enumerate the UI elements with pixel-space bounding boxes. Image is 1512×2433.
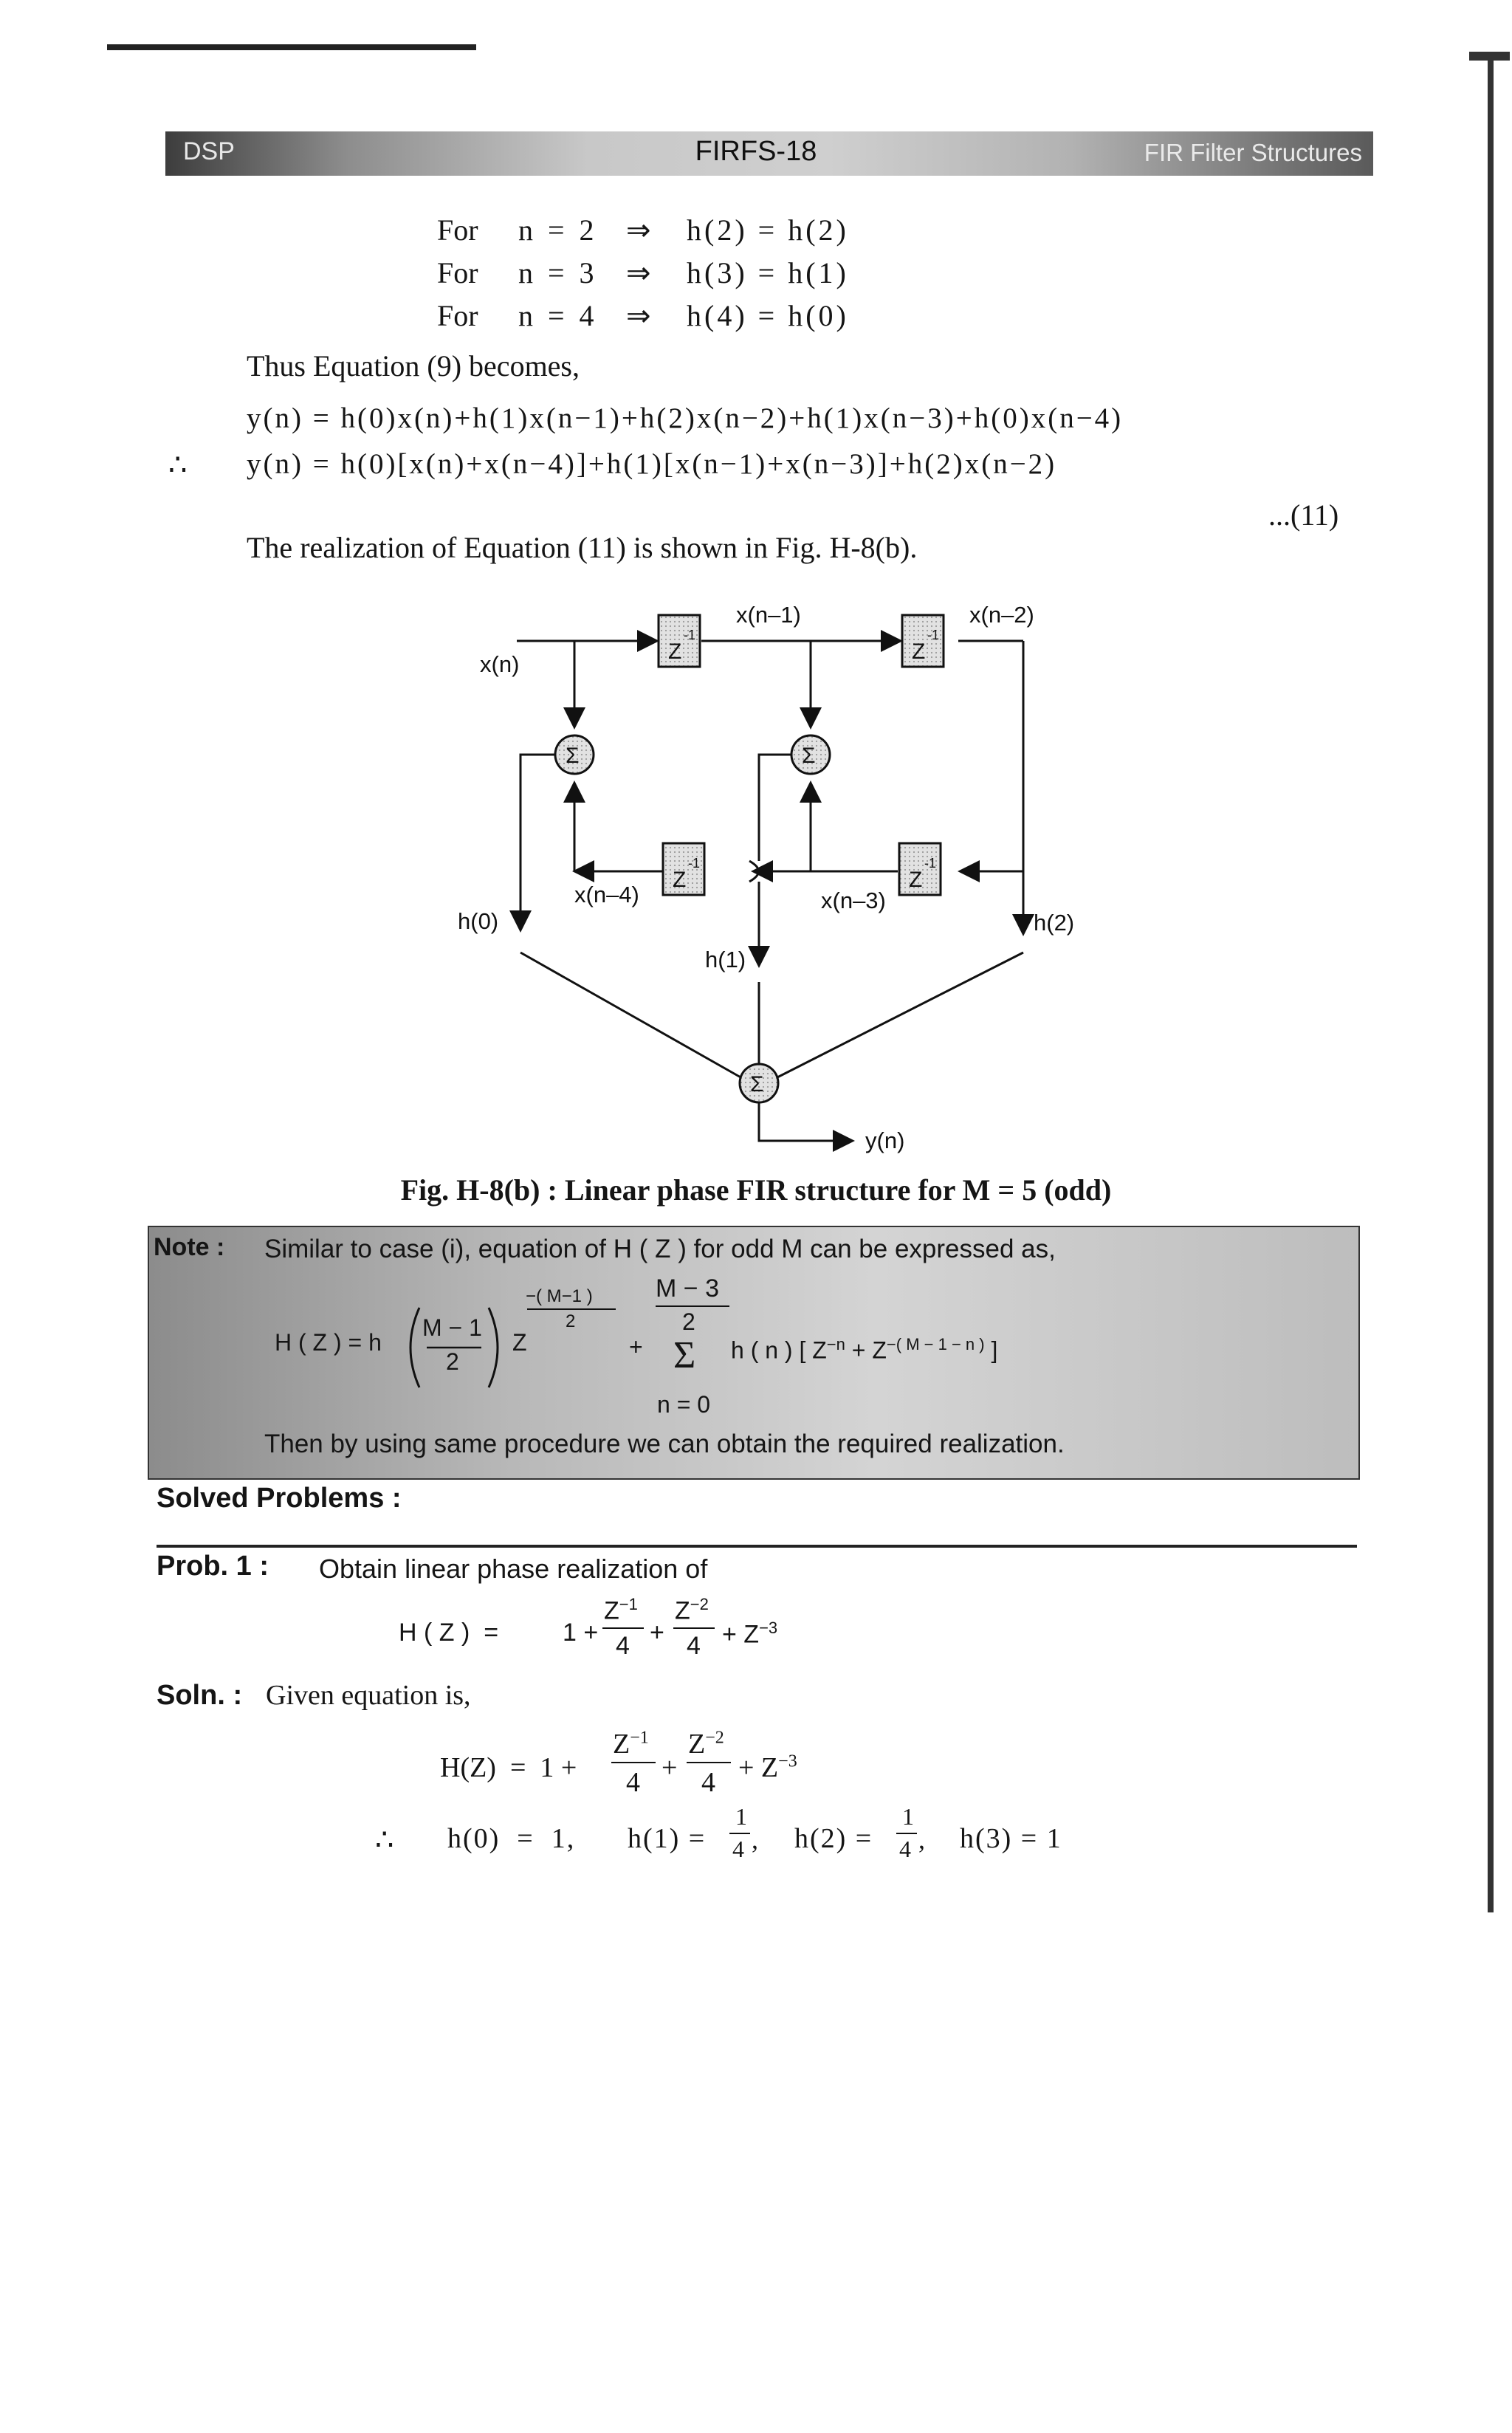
term-end: ]	[984, 1336, 998, 1364]
prob-z3-base: + Z	[722, 1620, 760, 1649]
formula-exp-den: 2	[566, 1311, 576, 1331]
coeff-h1-den: 4	[732, 1836, 744, 1862]
prob-z2-exp: −2	[690, 1595, 709, 1613]
prob-plus: +	[650, 1619, 664, 1647]
formula-frac-den: 2	[446, 1348, 459, 1375]
adders	[555, 735, 830, 1102]
delay-z: Z	[909, 868, 923, 892]
coeff-comma-1: ,	[752, 1825, 758, 1854]
symmetry-n: n = 3	[518, 256, 594, 289]
sigma-symbol: Σ	[750, 1072, 764, 1097]
delay-exp: -1	[688, 856, 701, 871]
soln-four-1: 4	[626, 1767, 640, 1798]
coeff-h3: h(3) = 1	[960, 1823, 1062, 1854]
symmetry-relation: h(4) = h(0)	[687, 299, 849, 332]
soln-z1	[613, 1728, 649, 1760]
label-xn4: x(n–4)	[574, 882, 639, 907]
prob-four-2: 4	[687, 1632, 701, 1660]
figure-caption: Fig. H-8(b) : Linear phase FIR structure for M = 5 (odd)	[400, 1173, 1112, 1207]
header-page-number: FIRFS-18	[695, 136, 817, 167]
delay-exp: -1	[927, 628, 940, 642]
symmetry-relation: h(3) = h(1)	[687, 256, 849, 289]
label-xn: x(n)	[480, 651, 520, 677]
coeff-h0: h(0) = 1,	[447, 1823, 576, 1854]
sum-sigma: Σ	[673, 1334, 696, 1376]
soln-z3-base: + Z	[738, 1752, 779, 1783]
label-xn1: x(n–1)	[736, 602, 801, 628]
prob-hz: H ( Z ) =	[399, 1619, 499, 1647]
prob-text: Obtain linear phase realization of	[319, 1554, 708, 1584]
symmetry-arrow: ⇒	[626, 256, 651, 289]
prob-four-1: 4	[616, 1632, 630, 1660]
symmetry-n: n = 4	[518, 299, 594, 332]
label-h0: h(0)	[458, 908, 499, 934]
term-exp-2: −( M − 1 − n )	[886, 1335, 985, 1353]
prob-frac-bar-1	[602, 1627, 644, 1629]
formula-z: Z	[512, 1329, 527, 1356]
label-h1: h(1)	[705, 947, 746, 972]
symmetry-for: For	[437, 256, 478, 289]
soln-z2-base: Z	[688, 1729, 706, 1760]
delay-z: Z	[673, 868, 687, 892]
prob-z1	[604, 1595, 638, 1625]
adder1-output	[520, 755, 557, 930]
coeff-h1: h(1) =	[628, 1823, 707, 1854]
coeff-h1-bar	[729, 1833, 750, 1834]
sum-top: M − 3	[656, 1274, 719, 1303]
formula-exp: −( M−1 )	[526, 1286, 593, 1306]
soln-plus: +	[662, 1752, 678, 1783]
prob-one: 1 +	[563, 1619, 599, 1647]
prob-label: Prob. 1 :	[157, 1551, 269, 1582]
sum-top-den: 2	[682, 1308, 695, 1335]
symmetry-for: For	[437, 213, 478, 247]
soln-text: Given equation is,	[266, 1680, 471, 1711]
note-label: Note :	[154, 1233, 225, 1261]
adder2-output-a	[759, 755, 794, 861]
soln-four-2: 4	[701, 1767, 715, 1798]
equation-11-tag: ...(11)	[1268, 498, 1339, 532]
term-exp-1: −n	[826, 1335, 845, 1353]
symmetry-arrow: ⇒	[626, 299, 651, 332]
sum-top-bar	[656, 1305, 729, 1307]
h2-branch	[776, 953, 1023, 1078]
term-mid: + Z	[845, 1336, 887, 1364]
soln-frac-bar-2	[687, 1762, 731, 1763]
prob-z3	[722, 1619, 777, 1649]
soln-z3	[738, 1751, 797, 1784]
prob-z1-base: Z	[604, 1596, 619, 1625]
fir-structure-diagram	[0, 0, 1512, 1196]
sum-term	[731, 1335, 997, 1365]
coeff-h1-num: 1	[735, 1803, 747, 1830]
term-head: h ( n ) [ Z	[731, 1336, 827, 1364]
prob-z2	[675, 1595, 709, 1625]
coeff-h2-den: 4	[899, 1836, 911, 1862]
output-path	[759, 1100, 853, 1141]
symmetry-for: For	[437, 299, 478, 332]
formula-plus: +	[629, 1334, 643, 1360]
formula-lhs: H ( Z ) = h	[275, 1329, 382, 1356]
formula-frac-num: M − 1	[422, 1314, 482, 1341]
coeff-h2-num: 1	[902, 1803, 914, 1830]
prob-z2-base: Z	[675, 1596, 690, 1625]
solved-heading: Solved Problems :	[157, 1483, 402, 1514]
soln-hz: H(Z) = 1 +	[440, 1752, 577, 1783]
coeff-comma-2: ,	[918, 1825, 925, 1854]
prob-z3-exp: −3	[759, 1619, 778, 1637]
soln-z2	[688, 1728, 724, 1760]
coeff-h2: h(2) =	[794, 1823, 873, 1854]
soln-z2-exp: −2	[705, 1728, 724, 1748]
label-xn2: x(n–2)	[969, 602, 1034, 628]
realization-text: The realization of Equation (11) is shown in Fig. H-8(b).	[247, 531, 918, 564]
section-rule	[157, 1545, 1357, 1548]
soln-frac-bar-1	[611, 1762, 656, 1763]
thus-text: Thus Equation (9) becomes,	[247, 349, 580, 382]
sum-bottom: n = 0	[657, 1391, 711, 1418]
soln-therefore: ∴	[375, 1823, 394, 1856]
label-xn3: x(n–3)	[821, 888, 886, 913]
header-chapter-title: FIR Filter Structures	[1144, 139, 1362, 166]
delay-exp: -1	[684, 628, 696, 642]
note-outro: Then by using same procedure we can obtain the required realization.	[264, 1430, 1065, 1458]
header-book-tag: DSP	[183, 137, 235, 165]
symmetry-relation: h(2) = h(2)	[687, 213, 849, 247]
therefore-symbol: ∴	[168, 448, 188, 481]
delay-z: Z	[668, 639, 682, 664]
formula-exp-bar	[527, 1308, 616, 1310]
sigma-symbol: Σ	[802, 744, 816, 768]
delay-z: Z	[912, 639, 926, 664]
soln-z1-base: Z	[613, 1729, 630, 1760]
equation-10: y(n) = h(0)x(n)+h(1)x(n−1)+h(2)x(n−2)+h(1)x(n−3)+h(0)x(n−4)	[247, 402, 1124, 434]
sigma-symbol: Σ	[566, 744, 580, 768]
prob-frac-bar-2	[673, 1627, 715, 1629]
equation-11: y(n) = h(0)[x(n)+x(n−4)]+h(1)[x(n−1)+x(n−3)]+h(2)x(n−2)	[247, 448, 1057, 480]
symmetry-arrow: ⇒	[626, 213, 651, 247]
label-yn: y(n)	[865, 1128, 905, 1153]
coeff-h2-bar	[896, 1833, 917, 1834]
label-h2: h(2)	[1034, 910, 1075, 936]
soln-z3-exp: −3	[778, 1751, 797, 1771]
soln-label: Soln. :	[157, 1680, 243, 1711]
soln-z1-exp: −1	[630, 1728, 649, 1748]
delay-exp: -1	[924, 856, 937, 871]
symmetry-n: n = 2	[518, 213, 594, 247]
prob-z1-exp: −1	[619, 1595, 638, 1613]
note-intro: Similar to case (i), equation of H ( Z ) for odd M can be expressed as,	[264, 1235, 1056, 1263]
